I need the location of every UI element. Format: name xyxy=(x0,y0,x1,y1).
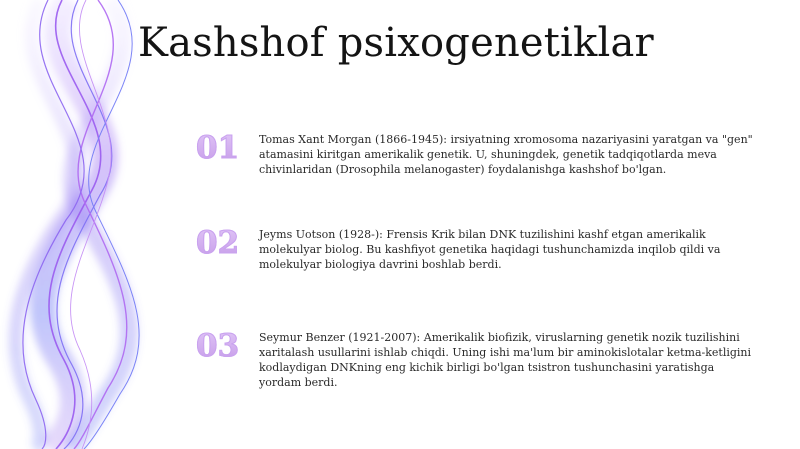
item-text: Seymur Benzer (1921-2007): Amerikalik biofizik, viruslarning genetik nozik tuzilishini xaritalash usullarini ishlab chiqdi. Uning ishi ma'lum bir aminokislotalar ketma-ketligini kodlaydigan DNKning eng kichik birligi bo'lgan tsistron tushunchasini yaratishga yordam berdi. xyxy=(259,331,752,389)
item-number: 01 xyxy=(196,130,252,166)
item-number: 02 xyxy=(196,225,252,261)
slide-title: Kashshof psixogenetiklar xyxy=(138,20,654,66)
item-text: Tomas Xant Morgan (1866-1945): irsiyatning xromosoma nazariyasini yaratgan va "gen" atamasini kiritgan amerikalik genetik. U, shuningdek, genetik tadqiqotlarda meva chivinlaridan (Drosophila melanogaster) foydalanishga kashshof bo'lgan. xyxy=(259,133,753,176)
item-text: Jeyms Uotson (1928-): Frensis Krik bilan DNK tuzilishini kashf etgan amerikalik molekulyar biolog. Bu kashfiyot genetika haqidagi tushunchamizda inqilob qildi va molekulyar biologiya davrini boshlab berdi. xyxy=(259,228,721,271)
item-number: 03 xyxy=(196,328,252,364)
